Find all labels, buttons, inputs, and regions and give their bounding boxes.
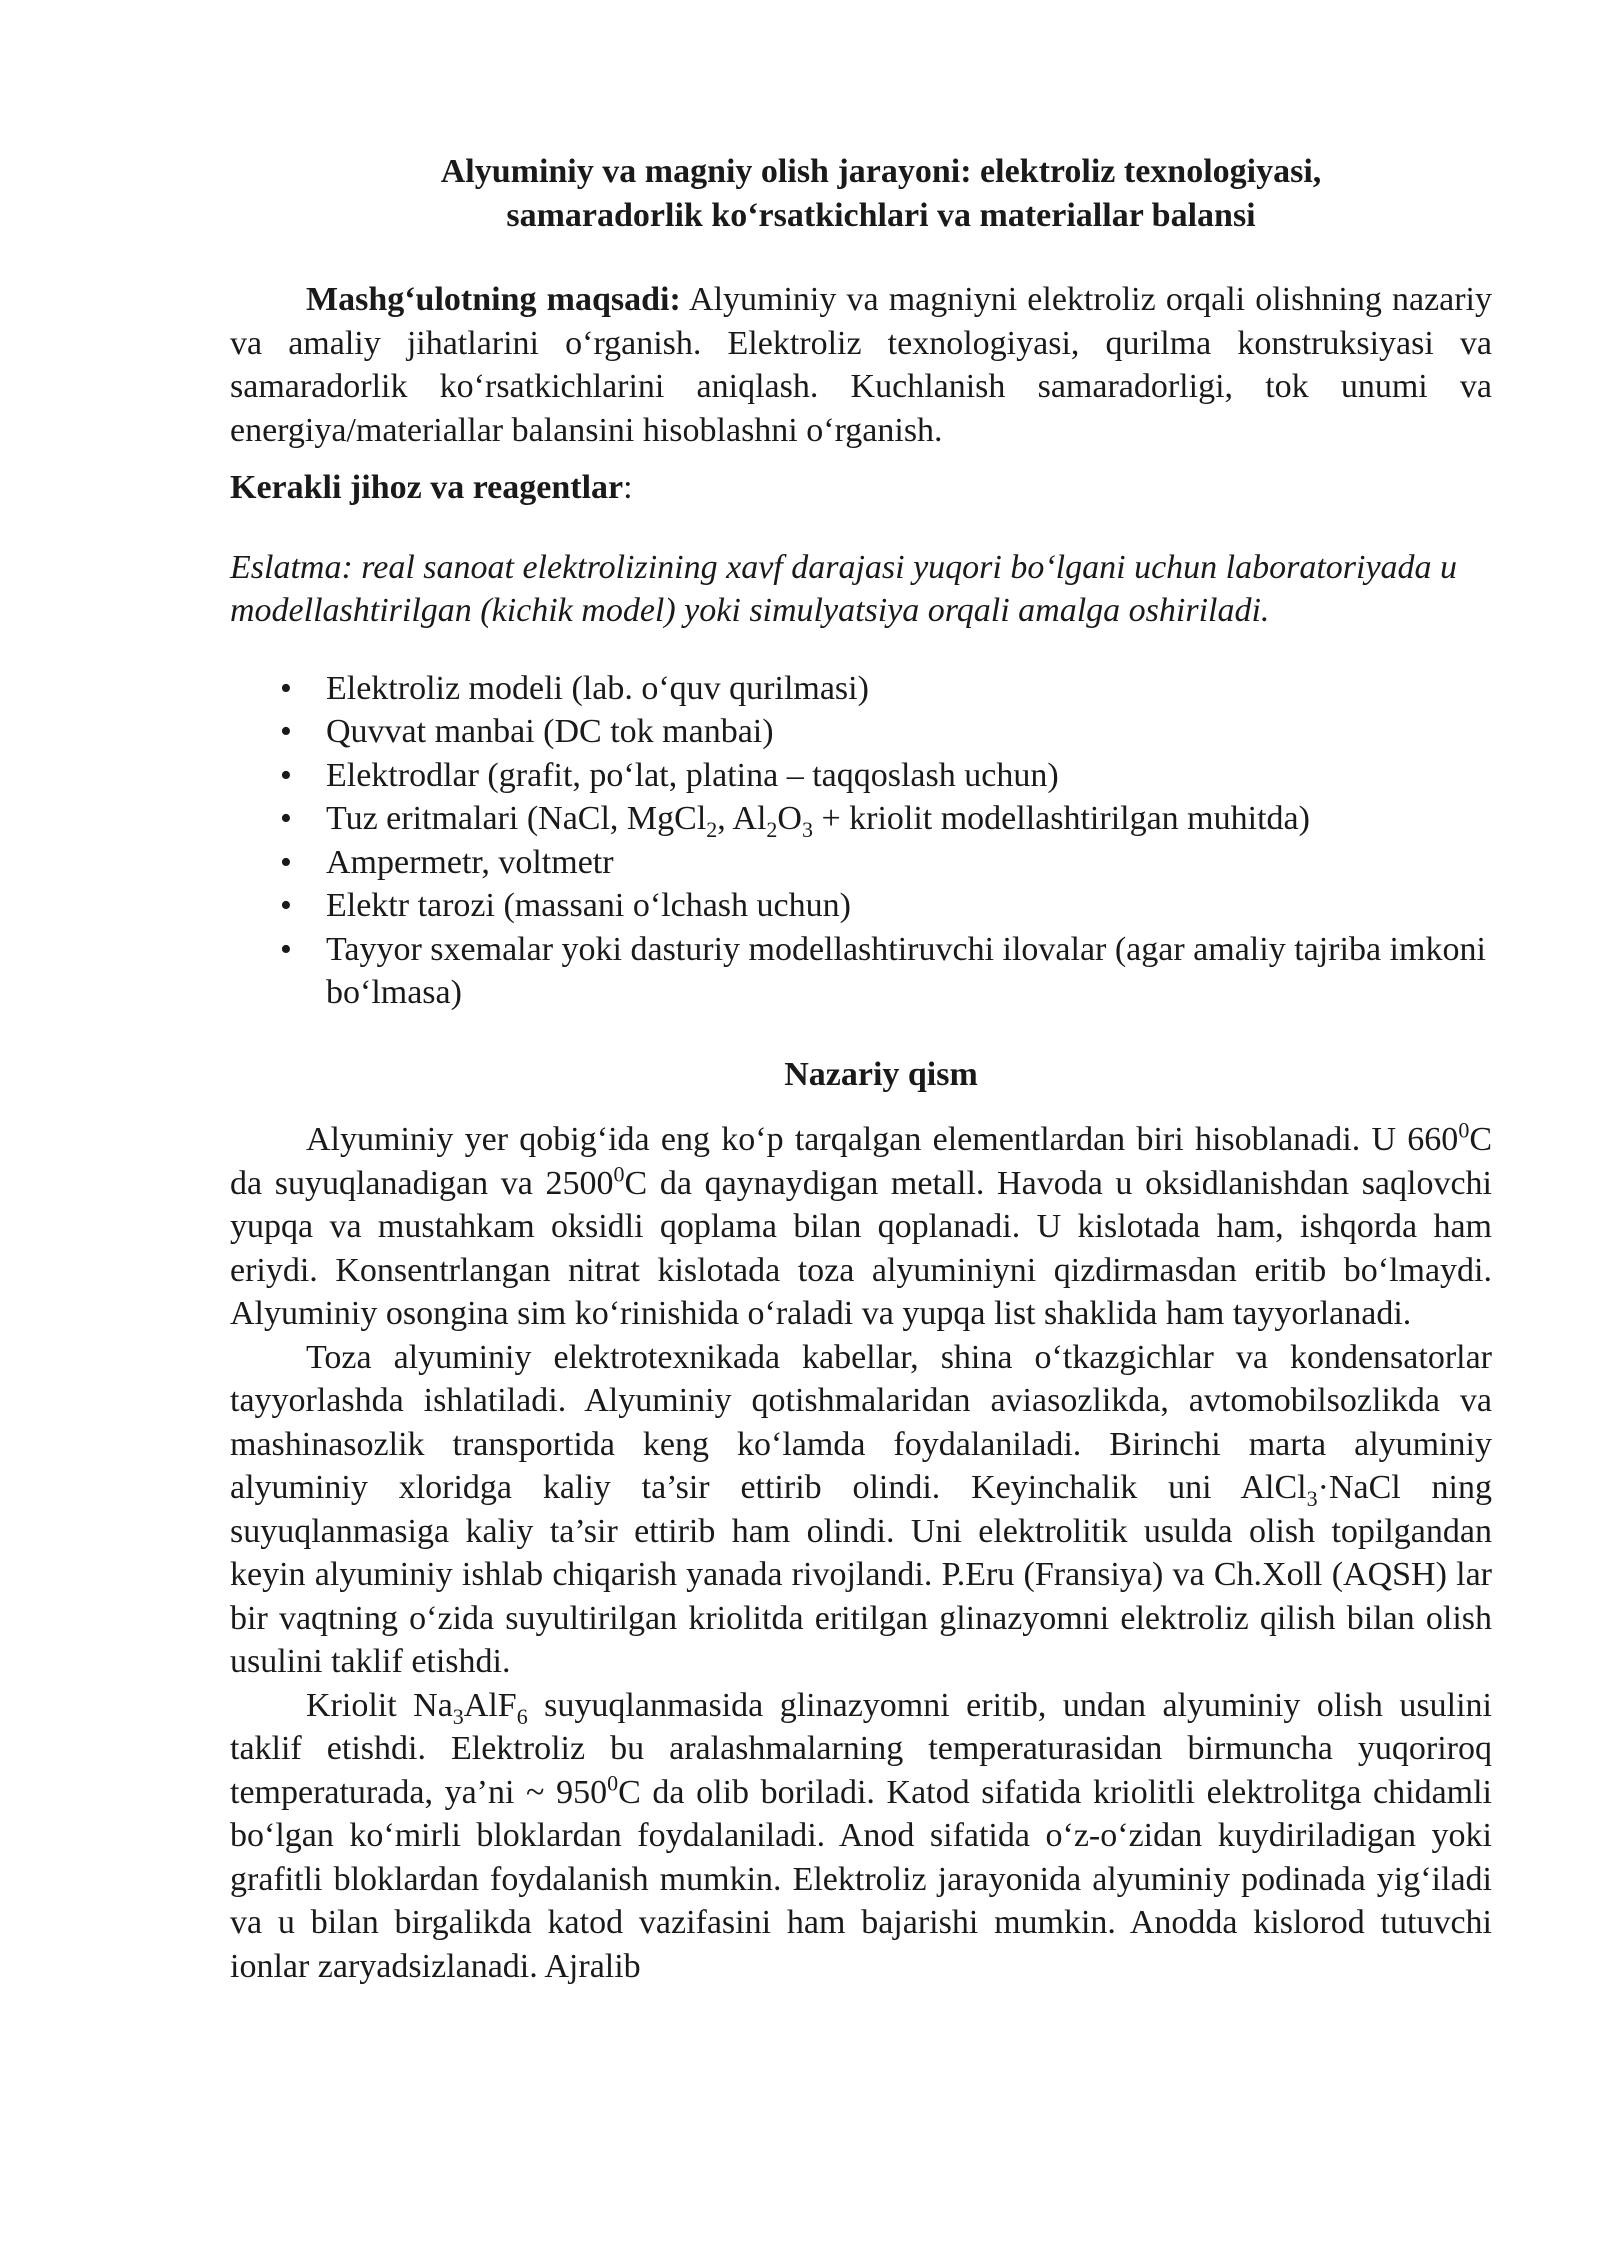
superscript: 0: [1458, 1117, 1470, 1143]
equipment-label: Kerakli jihoz va reagentlar: [230, 469, 624, 506]
text-run: Alyuminiy yer qobig‘ida eng ko‘p tarqalgan elementlardan biri hisoblanadi. U 660: [306, 1121, 1459, 1158]
subscript: 6: [516, 1703, 528, 1729]
list-item-text: Elektr tarozi (massani o‘lchash uchun): [326, 887, 851, 924]
text-run: , Al: [717, 800, 767, 837]
goal-text: Alyuminiy va magniyni elektroliz orqali olishning nazariy va amaliy jihatlarini o‘rganish. Elektroliz texnologiyasi, qurilma konstruksiyasi va samaradorlik ko‘rsatkichlarini aniqlash. Kuchlanish samaradorligi, tok unumi va energiya/materiallar balansini hisoblashni o‘rganish.: [230, 281, 1493, 449]
body-paragraph-1: [230, 1118, 1492, 1336]
list-item-text: Elektrodlar (grafit, po‘lat, platina – taqqoslash uchun): [326, 756, 1059, 794]
superscript: 0: [613, 1161, 625, 1187]
list-item: [230, 754, 1492, 798]
text-run: ·NaCl ning suyuqlanmasiga kaliy ta’sir ettirib ham olindi. Uni elektrolitik usulda olish topilgandan keyin alyuminiy ishlab chiqarish yanada rivojlandi. P.Eru (Fransiya) va Ch.Xoll (AQSH) lar bir vaqtning o‘zida suyultirilgan kriolitda eritilgan glinazyomni elektroliz qilish bilan olish usulini taklif etishdi.: [230, 1469, 1493, 1680]
section-title: Nazariy qism: [784, 1055, 978, 1093]
subscript: 3: [452, 1703, 464, 1729]
safety-note: Eslatma: real sanoat elektrolizining xavf darajasi yuqori bo‘lgani uchun laboratoriyada u modellashtirilgan (kichik model) yoki simulyatsiya orqali amalga oshiriladi.: [230, 548, 1458, 629]
list-item-text: [326, 800, 1310, 842]
title-line-2: samaradorlik ko‘rsatkichlari va materiallar balansi: [506, 197, 1256, 234]
text-run: C da qaynaydigan metall. Havoda u oksidlanishdan saqlovchi yupqa va mustahkam oksidli qoplama bilan qoplanadi. U kislotada ham, ishqorda ham eriydi. Konsentrlangan nitrat kislotada toza alyuminiyni qizdirmasdan eritib bo‘lmaydi. Alyuminiy osongina sim ko‘rinishida o‘raladi va yupqa list shaklida ham tayyorlanadi.: [230, 1164, 1493, 1332]
bullet-icon: •: [280, 756, 292, 794]
subscript: 2: [766, 816, 778, 842]
title-line-1: Alyuminiy va magniy olish jarayoni: elektroliz texnologiyasi,: [440, 153, 1322, 190]
document-title: [230, 150, 1492, 238]
subscript: 3: [801, 816, 813, 842]
list-item: [230, 710, 1492, 754]
list-item-text: Tayyor sxemalar yoki dasturiy modellashtiruvchi ilovalar (agar amaliy tajriba imkoni bo‘lmasa): [326, 930, 1486, 1011]
list-item: [230, 841, 1492, 885]
text-run: Tuz eritmalari (NaCl, MgCl: [326, 800, 707, 837]
body-paragraph-2: [230, 1336, 1492, 1684]
bullet-icon: •: [280, 713, 292, 750]
bullet-icon: •: [280, 800, 292, 837]
text-run: suyuqlanmasida glinazyomni eritib, undan alyuminiy olish usulini taklif etishdi. Elektroliz bu aralashmalarning temperaturasidan birmuncha yuqoriroq temperaturada, ya’ni ~ 950: [230, 1686, 1492, 1811]
bullet-icon: •: [280, 887, 292, 924]
equipment-heading: [230, 466, 1492, 510]
text-run: O: [777, 800, 802, 837]
goal-paragraph: [230, 278, 1492, 452]
text-run: Toza alyuminiy elektrotexnikada kabellar, shina o‘tkazgichlar va kondensatorlar tayyorlashda ishlatiladi. Alyuminiy qotishmalaridan aviasozlikda, avtomobilsozlikda va mashinasozlik transportida keng ko‘lamda foydalaniladi. Birinchi marta alyuminiy alyuminiy xloridga kaliy ta’sir ettirib olindi. Keyinchalik uni AlCl: [230, 1338, 1492, 1506]
list-item-text: Ampermetr, voltmetr: [326, 843, 614, 881]
text-run: + kriolit modellashtirilgan muhitda): [812, 800, 1310, 837]
body-paragraph-3: [230, 1684, 1492, 1989]
text-run: Kriolit Na: [306, 1686, 453, 1724]
list-item-text: Elektroliz modeli (lab. o‘quv qurilmasi): [326, 669, 869, 707]
equipment-list: [230, 667, 1492, 1015]
text-run: C da suyuqlanadigan va 2500: [230, 1121, 1492, 1202]
text-run: C da olib boriladi. Katod sifatida kriolitli elektrolitga chidamli bo‘lgan ko‘mirli bloklardan foydalaniladi. Anod sifatida o‘z-o‘zidan kuydiriladigan yoki grafitli bloklardan foydalanish mumkin. Elektroliz jarayonida alyuminiy podinada yig‘iladi va u bilan birgalikda katod vazifasini ham bajarishi mumkin. Anodda kislorod tutuvchi ionlar zaryadsizlanadi. Ajralib: [230, 1773, 1492, 1985]
document-page: [230, 150, 1492, 1988]
subscript: 3: [1306, 1485, 1318, 1511]
subscript: 2: [706, 816, 718, 842]
equipment-colon: :: [623, 469, 633, 506]
list-item: [230, 884, 1492, 928]
list-item: [230, 928, 1492, 1015]
superscript: 0: [607, 1770, 619, 1796]
list-item: [230, 797, 1492, 841]
bullet-icon: •: [280, 930, 292, 968]
goal-label: Mashg‘ulotning maqsadi:: [306, 281, 681, 318]
list-item-text: Quvvat manbai (DC tok manbai): [326, 713, 774, 750]
bullet-icon: •: [280, 669, 292, 707]
bullet-icon: •: [280, 843, 292, 881]
text-run: AlF: [463, 1686, 517, 1724]
list-item: [230, 667, 1492, 711]
